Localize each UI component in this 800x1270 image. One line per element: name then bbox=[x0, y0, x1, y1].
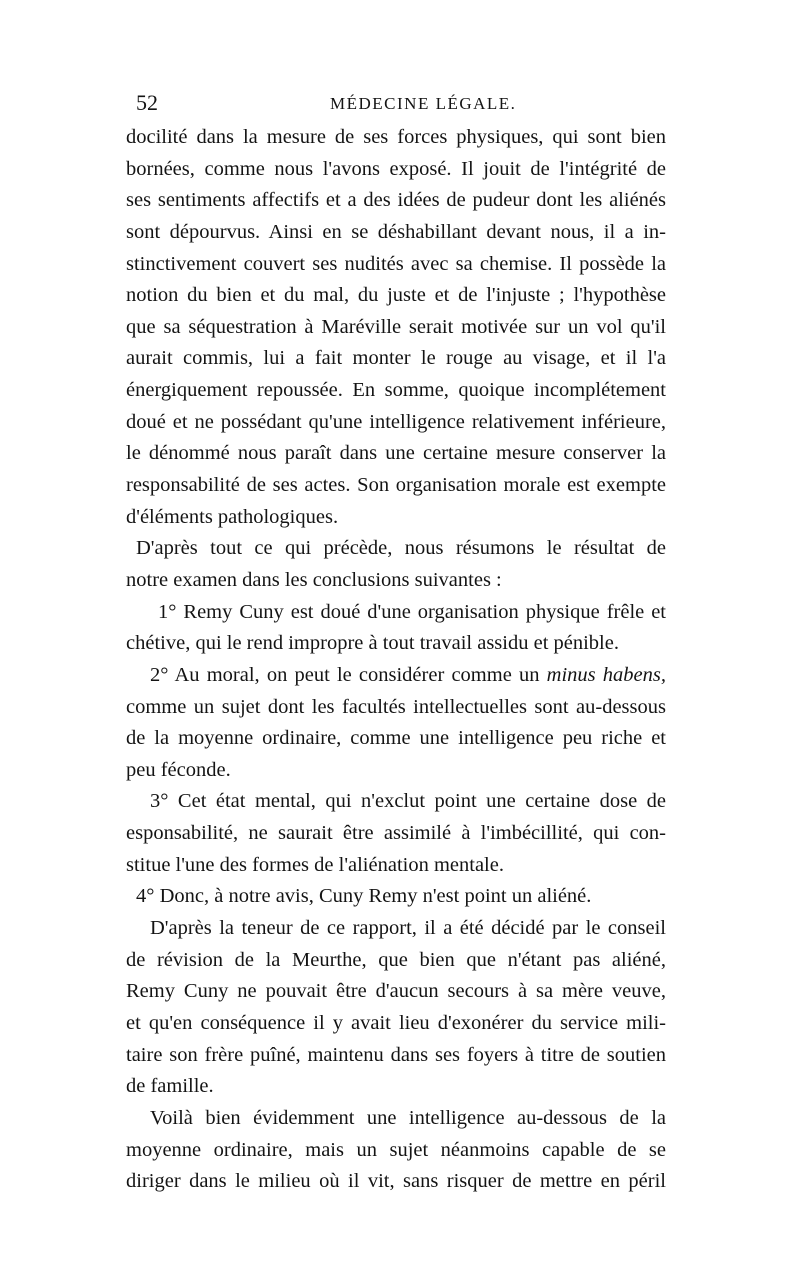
text-line: sont dépourvus. Ainsi en se déshabillant devant nous, il a in- bbox=[126, 220, 666, 243]
text-line: peu féconde. bbox=[126, 758, 231, 781]
text-line: d'éléments pathologiques. bbox=[126, 505, 339, 528]
text-line: de révision de la Meurthe, que bien que n'étant pas aliéné, bbox=[126, 948, 666, 971]
page-number: 52 bbox=[136, 90, 158, 115]
text-run: 2° Au moral, on peut le considérer comme un bbox=[150, 663, 540, 686]
text-line: que sa séquestration à Maréville serait motivée sur un vol qu'il bbox=[126, 315, 666, 338]
text-line: le dénommé nous paraît dans une certaine mesure conserver la bbox=[126, 442, 666, 465]
text-line: de famille. bbox=[126, 1075, 214, 1098]
text-line: Remy Cuny ne pouvait être d'aucun secours à sa mère veuve, bbox=[126, 980, 666, 1003]
text-line: ses sentiments affectifs et a des idées de pudeur dont les aliénés bbox=[126, 189, 666, 212]
text-line: comme un sujet dont les facultés intellectuelles sont au-dessous bbox=[126, 695, 666, 718]
running-title: MÉDECINE LÉGALE. bbox=[330, 94, 517, 113]
text-line: aurait commis, lui a fait monter le rouge au visage, et il l'a bbox=[126, 347, 666, 370]
text-line: docilité dans la mesure de ses forces physiques, qui sont bien bbox=[126, 126, 666, 148]
text-line: de la moyenne ordinaire, comme une intelligence peu riche et bbox=[126, 727, 666, 750]
text-line: notion du bien et du mal, du juste et de l'injuste ; l'hypothèse bbox=[126, 284, 666, 307]
text-line: 1° Remy Cuny est doué d'une organisation physique frêle et bbox=[158, 600, 666, 623]
text-line: esponsabilité, ne saurait être assimilé à l'imbécillité, qui con- bbox=[126, 822, 666, 845]
text-line: Voilà bien évidemment une intelligence au-dessous de la bbox=[150, 1106, 666, 1129]
text-line: D'après tout ce qui précède, nous résumons le résultat de bbox=[136, 537, 666, 560]
text-line: chétive, qui le rend impropre à tout travail assidu et pénible. bbox=[126, 632, 619, 655]
text-line: énergiquement repoussée. En somme, quoique incomplétement bbox=[126, 379, 666, 402]
running-head bbox=[126, 86, 666, 122]
text-line: diriger dans le milieu où il vit, sans risquer de mettre en péril bbox=[126, 1170, 666, 1193]
text-line: D'après la teneur de ce rapport, il a été décidé par le conseil bbox=[150, 917, 666, 940]
text-line: et qu'en conséquence il y avait lieu d'exonérer du service mili- bbox=[126, 1011, 666, 1034]
text-line: doué et ne possédant qu'une intelligence relativement inférieure, bbox=[126, 410, 666, 433]
text-line: moyenne ordinaire, mais un sujet néanmoins capable de se bbox=[126, 1138, 666, 1161]
text-line: stinctivement couvert ses nudités avec sa chemise. Il possède la bbox=[126, 252, 666, 275]
text-line bbox=[126, 660, 666, 692]
body-text bbox=[126, 122, 666, 1198]
text-line: notre examen dans les conclusions suivantes : bbox=[126, 568, 502, 591]
text-line: responsabilité de ses actes. Son organisation morale est exempte bbox=[126, 474, 666, 497]
text-line: 3° Cet état mental, qui n'exclut point une certaine dose de bbox=[150, 790, 666, 813]
text-line: stitue l'une des formes de l'aliénation mentale. bbox=[126, 853, 504, 876]
text-line: bornées, comme nous l'avons exposé. Il jouit de l'intégrité de bbox=[126, 157, 666, 180]
text-line: 4° Donc, à notre avis, Cuny Remy n'est point un aliéné. bbox=[136, 885, 592, 908]
book-page bbox=[126, 86, 666, 1198]
text-line: taire son frère puîné, maintenu dans ses foyers à titre de soutien bbox=[126, 1043, 666, 1066]
italic-phrase: minus habens, bbox=[546, 663, 666, 686]
